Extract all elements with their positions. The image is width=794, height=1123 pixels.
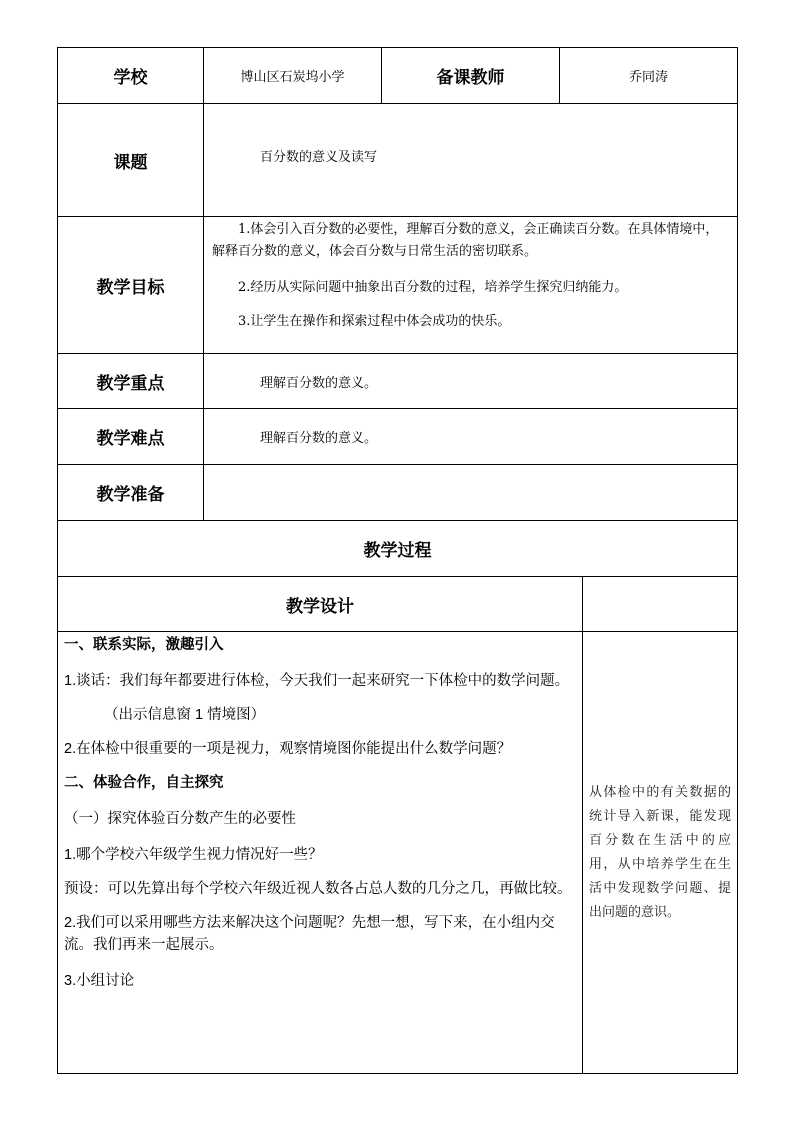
goal-item-1: 1.体会引入百分数的必要性，理解百分数的意义，会正确读百分数。在具体情境中，解释百分数的意义，体会百分数与日常生活的密切联系。 (212, 222, 719, 259)
design-row (58, 632, 738, 1074)
side-note: 从体检中的有关数据的统计导入新课，能发现百分数在生活中的应用，从中培养学生在生活中发现数学问题、提出问题的意识。 (589, 784, 732, 920)
section2-title: 二、体验合作，自主探究 (64, 775, 224, 791)
difficulty-row (58, 409, 738, 465)
design-presume: 预设：可以先算出每个学校六年级近视人数各占总人数的几分之几，再做比较。 (64, 881, 572, 897)
preparation-value (204, 465, 738, 521)
design-q1: 1.哪个学校六年级学生视力情况好一些？ (64, 847, 323, 863)
side-note-cell (583, 632, 738, 1074)
notes-header (583, 577, 738, 632)
key-point-row (58, 354, 738, 409)
lesson-plan-table (57, 47, 738, 1074)
section1-title: 一、联系实际，激趣引入 (64, 637, 224, 653)
goals-content (204, 217, 738, 354)
preparation-label: 教学准备 (58, 465, 204, 521)
topic-label: 课题 (58, 104, 204, 217)
design-q3: 3.小组讨论 (64, 973, 135, 989)
design-header: 教学设计 (58, 577, 583, 632)
preparation-row (58, 465, 738, 521)
design-p3: 2.在体检中很重要的一项是视力，观察情境图你能提出什么数学问题？ (64, 741, 512, 757)
design-content (58, 632, 583, 1074)
process-title-row (58, 521, 738, 577)
goal-item-2: 2.经历从实际问题中抽象出百分数的过程，培养学生探究归纳能力。 (238, 280, 628, 295)
teacher-label: 备课教师 (382, 48, 560, 104)
topic-row (58, 104, 738, 217)
design-sub1: （一）探究体验百分数产生的必要性 (64, 811, 296, 827)
lesson-plan-page (57, 47, 737, 1074)
goals-label: 教学目标 (58, 217, 204, 354)
key-point-label: 教学重点 (58, 354, 204, 409)
goal-item-3: 3.让学生在操作和探索过程中体会成功的快乐。 (238, 314, 511, 329)
difficulty-value: 理解百分数的意义。 (204, 409, 738, 465)
difficulty-label: 教学难点 (58, 409, 204, 465)
design-p1: 1.谈话：我们每年都要进行体检，今天我们一起来研究一下体检中的数学问题。 (64, 673, 570, 689)
design-p2: （出示信息窗 1 情境图） (104, 707, 266, 723)
process-title: 教学过程 (58, 521, 738, 577)
key-point-value: 理解百分数的意义。 (204, 354, 738, 409)
school-label: 学校 (58, 48, 204, 104)
goals-row (58, 217, 738, 354)
design-q2: 2.我们可以采用哪些方法来解决这个问题呢？先想一想，写下来，在小组内交流。我们再来一起展示。 (64, 915, 555, 953)
teacher-value: 乔同涛 (560, 48, 738, 104)
topic-value: 百分数的意义及读写 (204, 104, 738, 217)
school-value: 博山区石炭坞小学 (204, 48, 382, 104)
design-header-row (58, 577, 738, 632)
header-row (58, 48, 738, 104)
